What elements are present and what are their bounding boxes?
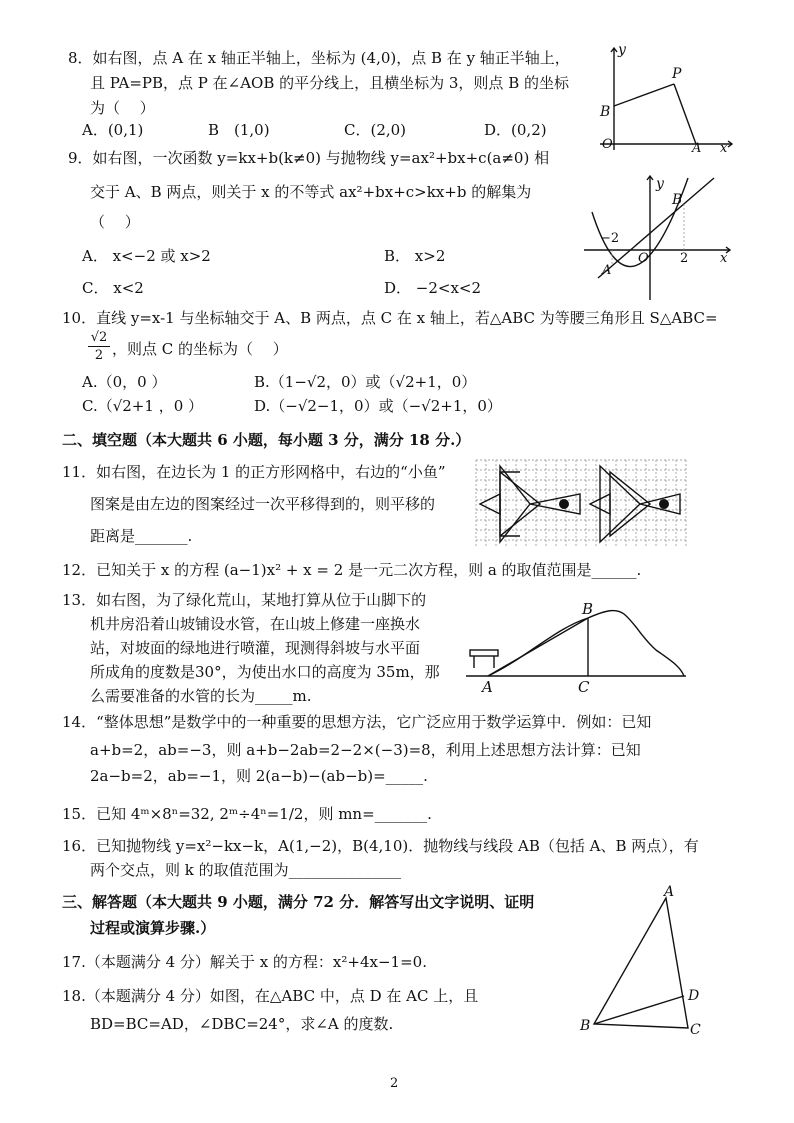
q11-line2: 图案是由左边的图案经过一次平移得到的，则平移的 <box>90 495 436 513</box>
q11-right-fish-eye <box>659 499 669 509</box>
q8-label-a: A <box>692 141 702 156</box>
q8-line3: 为（ ） <box>90 99 155 117</box>
q9-option-b: B． x>2 <box>384 247 446 265</box>
q14-line2: a+b=2，ab=−3，则 a+b−2ab=2−2×(−3)=8，利用上述思想方法计算：已知 <box>90 741 641 759</box>
section-fill-in-heading: 二、填空题（本大题共 6 小题，每小题 3 分，满分 18 分.） <box>62 431 471 449</box>
q13-label-b: B <box>582 600 594 618</box>
q11-line3: 距离是_______. <box>90 527 193 545</box>
q11-fish-grid-figure <box>476 460 690 550</box>
q11-right-fish <box>590 466 680 542</box>
q8-option-d: D．(0,2) <box>484 121 547 139</box>
q13-pump-house-roof <box>470 650 498 656</box>
q11-left-fish <box>480 466 580 542</box>
q11-left-fish-eye <box>559 499 569 509</box>
q10-line2: ，则点 C 的坐标为（ ） <box>112 340 288 358</box>
q11-grid <box>476 460 686 548</box>
q10-option-d: D.（−√2−1，0）或（−√2+1，0） <box>254 397 502 415</box>
q18-label-a: A <box>664 884 675 900</box>
q14-line3: 2a−b=2，ab=−1，则 2(a−b)−(ab−b)=_____. <box>90 767 428 785</box>
q8-label-b: B <box>600 104 611 120</box>
q13-hill-outline <box>488 611 684 676</box>
q18-label-c: C <box>690 1022 701 1038</box>
q9-label-y: y <box>656 176 664 192</box>
q15-line1: 15．已知 4ᵐ×8ⁿ=32, 2ᵐ÷4ⁿ=1/2，则 mn=_______. <box>62 805 432 823</box>
q10-option-c: C.（√2+1 ，0 ） <box>82 397 204 415</box>
q9-option-c: C． x<2 <box>82 279 144 297</box>
q8-label-y: y <box>618 42 626 58</box>
q16-line2: 两个交点，则 k 的取值范围为_______________ <box>90 861 402 879</box>
q9-label-a: A <box>602 263 612 278</box>
q16-line1: 16．已知抛物线 y=x²−kx−k，A(1,−2)，B(4,10)．抛物线与线段 AB（包括 A、B 两点），有 <box>62 837 699 855</box>
section-answer-heading-line1: 三、解答题（本大题共 9 小题，满分 72 分．解答写出文字说明、证明 <box>62 893 535 911</box>
q9-line3: （ ） <box>90 213 140 231</box>
q12-line1: 12．已知关于 x 的方程 (a−1)x² + x = 2 是一元二次方程，则 a 的取值范围是______. <box>62 561 642 579</box>
q17-line1: 17.（本题满分 4 分）解关于 x 的方程：x²+4x−1=0. <box>62 953 427 971</box>
section-answer-heading-line2: 过程或演算步骤.） <box>90 919 216 937</box>
q8-label-x: x <box>720 141 728 156</box>
q8-option-c: C．(2,0) <box>344 121 407 139</box>
q9-label-2: 2 <box>680 251 689 266</box>
q18-label-b: B <box>580 1018 591 1034</box>
q13-hill-figure <box>466 598 696 698</box>
q13-label-c: C <box>578 678 590 696</box>
q10-line1: 10．直线 y=x-1 与坐标轴交于 A、B 两点，点 C 在 x 轴上，若△ABC 为等腰三角形且 S△ABC= <box>62 309 718 327</box>
q13-line4: 所成角的度数是30°，为使出水口的高度为 35m，那 <box>90 663 440 681</box>
q9-label-x: x <box>720 251 728 266</box>
q18-triangle-abc <box>594 898 688 1028</box>
q9-label-o: O <box>638 251 649 266</box>
q13-line3: 站，对坡面的绿地进行喷灌，现测得斜坡与水平面 <box>90 639 421 657</box>
q11-line1: 11．如右图，在边长为 1 的正方形网格中，右边的“小鱼” <box>62 463 446 481</box>
q9-label-minus2: −2 <box>600 231 620 246</box>
q8-line1: 8．如右图，点 A 在 x 轴正半轴上，坐标为 (4,0)，点 B 在 y 轴正半轴上， <box>68 49 570 67</box>
q13-line5: 么需要准备的水管的长为_____m. <box>90 687 312 705</box>
q8-option-b: B (1,0) <box>208 121 270 139</box>
q9-option-a: A． x<−2 或 x>2 <box>82 247 211 265</box>
q18-label-d: D <box>688 988 700 1004</box>
q9-option-d: D． −2<x<2 <box>384 279 482 297</box>
q8-label-o: O <box>602 137 613 152</box>
q13-line2: 机井房沿着山坡铺设水管，在山坡上修建一座换水 <box>90 615 421 633</box>
q9-line1: 9．如右图，一次函数 y=kx+b(k≠0) 与抛物线 y=ax²+bx+c(a≠0) 相 <box>68 149 550 167</box>
q8-coordinate-figure <box>592 40 742 155</box>
q10-fraction-denominator: 2 <box>94 348 104 363</box>
q8-segment-bp <box>614 84 674 106</box>
q18-triangle-figure <box>576 884 706 1038</box>
q10-option-b: B.（1−√2，0）或（√2+1，0） <box>254 373 477 391</box>
q8-segment-pa <box>674 84 696 144</box>
q8-label-p: P <box>672 66 682 82</box>
q13-line1: 13．如右图，为了绿化荒山，某地打算从位于山脚下的 <box>62 591 427 609</box>
q9-line <box>598 178 714 278</box>
q10-fraction-numerator: √2 <box>88 330 110 347</box>
q9-line2: 交于 A、B 两点，则关于 x 的不等式 ax²+bx+c>kx+b 的解集为 <box>90 183 532 201</box>
q9-label-b: B <box>672 192 683 208</box>
q18-line2: BD=BC=AD，∠DBC=24°，求∠A 的度数. <box>90 1015 394 1033</box>
q10-option-a: A.（0，0 ） <box>82 373 167 391</box>
q18-line1: 18.（本题满分 4 分）如图，在△ABC 中，点 D 在 AC 上，且 <box>62 987 479 1005</box>
q14-line1: 14．“整体思想”是数学中的一种重要的思想方法，它广泛应用于数学运算中．例如：已知 <box>62 713 652 731</box>
q9-function-figure <box>580 170 740 305</box>
q8-option-a: A．(0,1) <box>82 121 144 139</box>
q13-label-a: A <box>482 678 493 696</box>
page-number: 2 <box>390 1076 399 1091</box>
q8-line2: 且 PA=PB，点 P 在∠AOB 的平分线上，且横坐标为 3，则点 B 的坐标 <box>90 74 569 92</box>
